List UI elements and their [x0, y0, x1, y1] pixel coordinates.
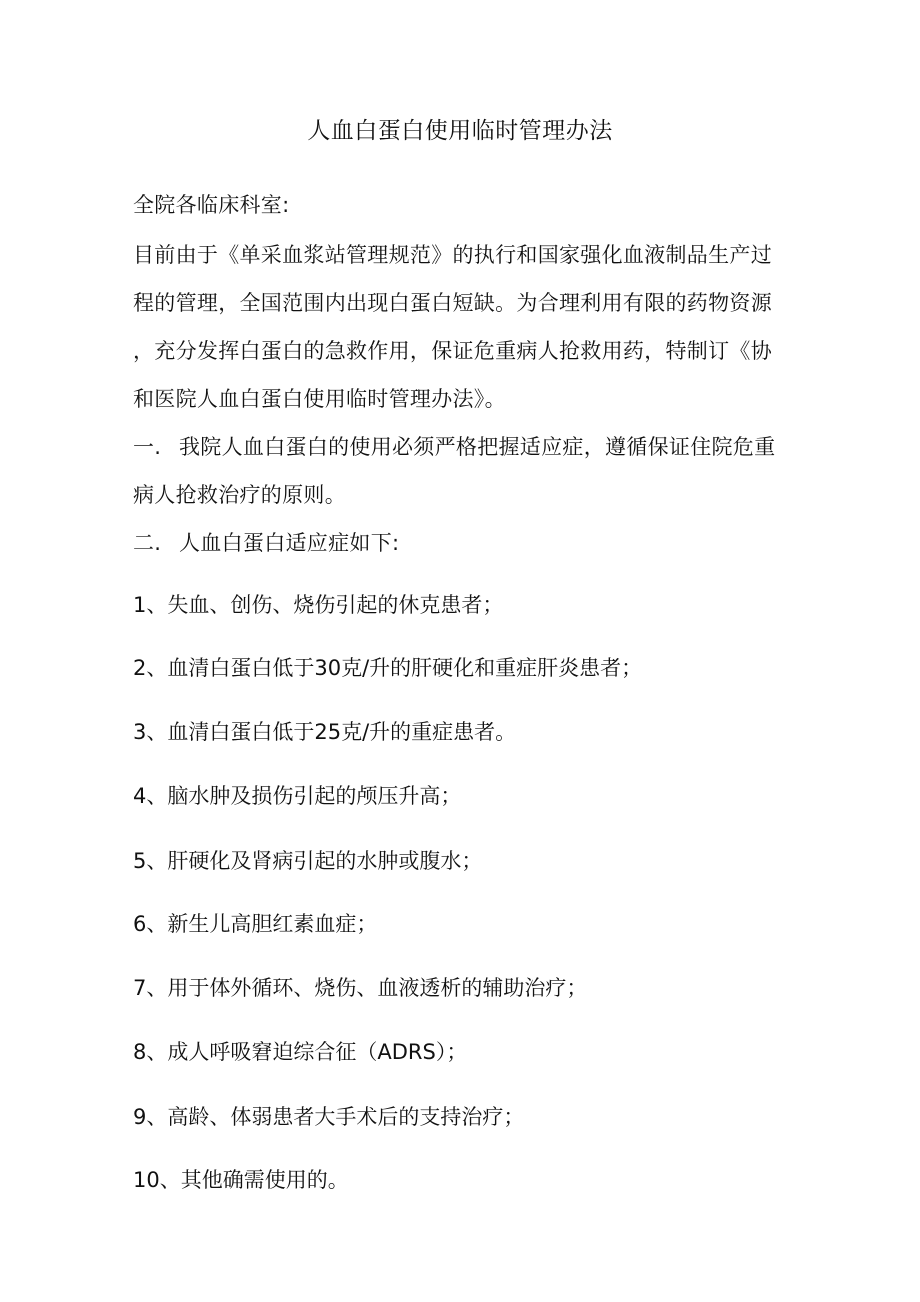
indication-item-3: 3、血清白蛋白低于25克/升的重症患者。 [133, 720, 517, 744]
section1-text-1: 我院人血白蛋白的使用必须严格把握适应症，遵循保证住院危重 [179, 435, 776, 459]
indication-item-6: 6、新生儿高胆红素血症； [133, 912, 378, 936]
section2-heading-line [133, 527, 399, 559]
indication-item-8: 8、成人呼吸窘迫综合征（ADRS）； [133, 1040, 468, 1064]
indication-item-7: 7、用于体外循环、烧伤、血液透析的辅助治疗； [133, 976, 588, 1000]
section2-heading: 人血白蛋白适应症如下: [179, 531, 400, 555]
salutation: 全院各临床科室: [133, 193, 290, 217]
intro-line-2: 程的管理，全国范围内出现白蛋白短缺。为合理利用有限的药物资源 [133, 291, 772, 315]
indication-item-9: 9、高龄、体弱患者大手术后的支持治疗； [133, 1105, 525, 1129]
indication-item-2: 2、血清白蛋白低于30克/升的肝硬化和重症肝炎患者； [133, 656, 643, 680]
section1-line-2: 病人抢救治疗的原则。 [133, 483, 346, 507]
intro-line-4: 和医院人血白蛋白使用临时管理办法》。 [133, 387, 506, 411]
section1-number: 一. [133, 435, 162, 459]
section2-number: 二. [133, 531, 162, 555]
indication-item-1: 1、失血、创伤、烧伤引起的休克患者； [133, 593, 504, 617]
document-title: 人血白蛋白使用临时管理办法 [307, 118, 613, 144]
section1-line-1 [133, 431, 775, 463]
indication-item-10: 10、其他确需使用的。 [133, 1168, 349, 1192]
intro-line-1: 目前由于《单采血浆站管理规范》的执行和国家强化血液制品生产过 [133, 243, 772, 267]
intro-line-3: ，充分发挥白蛋白的急救作用，保证危重病人抢救用药，特制订《协 [133, 339, 772, 363]
indication-item-4: 4、脑水肿及损伤引起的颅压升高； [133, 784, 462, 808]
indication-item-5: 5、肝硬化及肾病引起的水肿或腹水； [133, 849, 483, 873]
